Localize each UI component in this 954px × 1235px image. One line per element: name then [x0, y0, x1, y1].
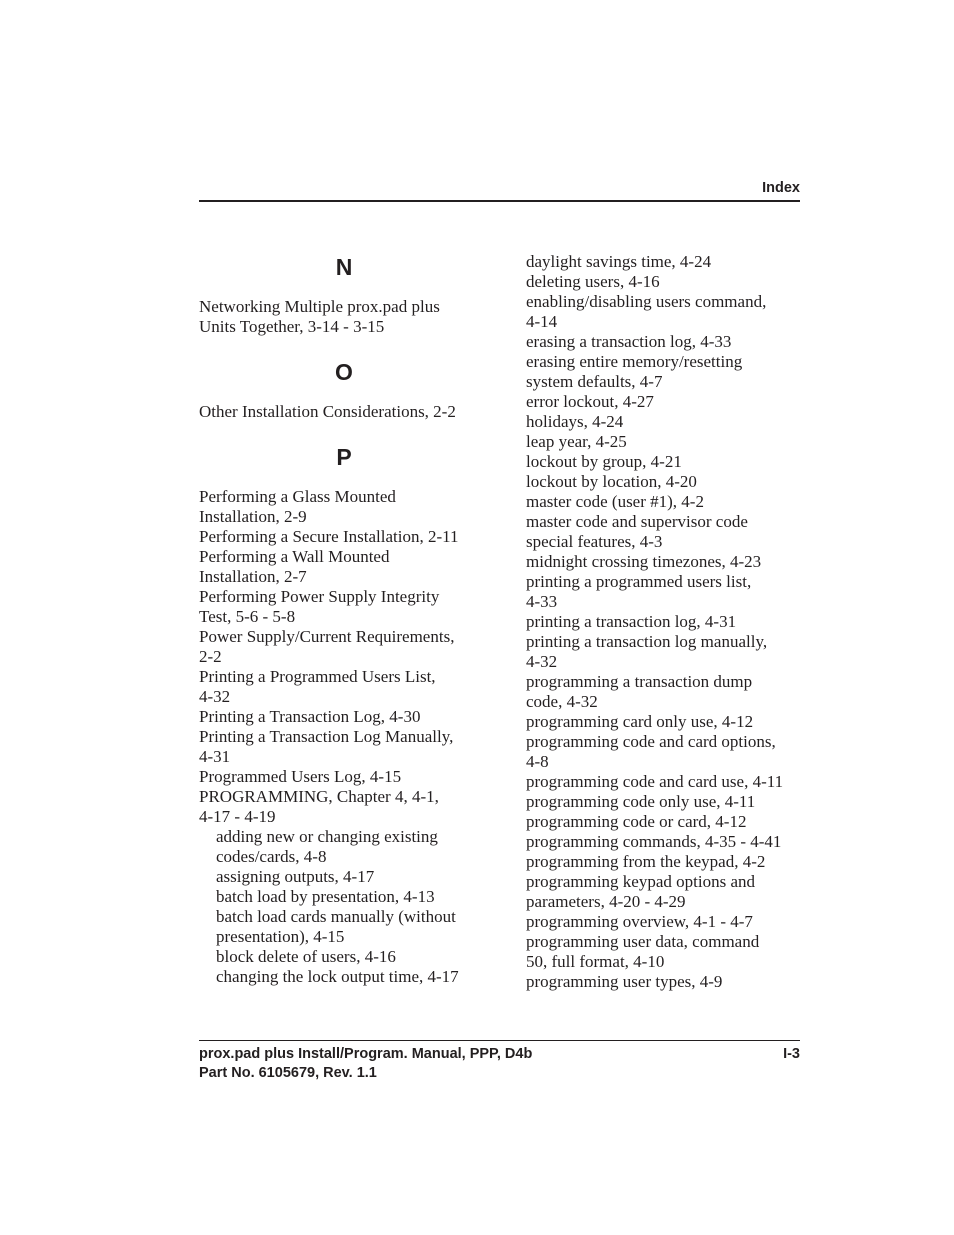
index-entry: [526, 412, 826, 432]
index-subentry: [199, 907, 499, 947]
index-entry-line: adding new or changing existing: [216, 827, 438, 846]
header-rule: [199, 200, 800, 202]
index-entry-line: master code (user #1), 4-2: [526, 492, 704, 511]
index-entry-line: Performing a Wall Mounted: [199, 547, 390, 566]
index-entry: [199, 707, 499, 727]
index-entry-line: 50, full format, 4-10: [526, 952, 665, 971]
index-entry-line: special features, 4-3: [526, 532, 663, 551]
index-entry-line: 4-17 - 4-19: [199, 807, 276, 826]
index-entry-line: Printing a Programmed Users List,: [199, 667, 436, 686]
index-entry: [526, 272, 826, 292]
index-entry-line: block delete of users, 4-16: [216, 947, 396, 966]
index-entry-line: Performing Power Supply Integrity: [199, 587, 440, 606]
index-entry-line: changing the lock output time, 4-17: [216, 967, 459, 986]
index-subentry: [199, 887, 499, 907]
index-entry-line: programming commands, 4-35 - 4-41: [526, 832, 782, 851]
index-entry: [526, 252, 826, 272]
index-entry-line: midnight crossing timezones, 4-23: [526, 552, 762, 571]
index-entry-line: Installation, 2-7: [199, 567, 307, 586]
page-number: I-3: [783, 1046, 800, 1062]
index-entry-line: 4-32: [199, 687, 231, 706]
index-entry-line: codes/cards, 4-8: [216, 847, 327, 866]
index-entry-line: Printing a Transaction Log, 4-30: [199, 707, 421, 726]
index-entry-line: programming from the keypad, 4-2: [526, 852, 766, 871]
index-entry-line: programming keypad options and: [526, 872, 755, 891]
section-letter: N: [335, 254, 353, 280]
index-entry-line: programming overview, 4-1 - 4-7: [526, 912, 753, 931]
index-entry: [199, 402, 499, 422]
index-section-o: [199, 357, 499, 422]
footer-part-number: Part No. 6105679, Rev. 1.1: [199, 1065, 377, 1081]
index-entry-line: printing a transaction log manually,: [526, 632, 768, 651]
index-subentry: [199, 827, 499, 867]
index-entry: [526, 352, 826, 392]
footer-manual-title: prox.pad plus Install/Program. Manual, PPP, D4b: [199, 1046, 533, 1062]
index-entry-line: programming user data, command: [526, 932, 760, 951]
index-entry-line: lockout by group, 4-21: [526, 452, 682, 471]
index-entry-line: 4-32: [526, 652, 558, 671]
index-entry-line: daylight savings time, 4-24: [526, 252, 712, 271]
index-entry: [526, 452, 826, 472]
index-entry: [199, 587, 499, 627]
index-entry-line: error lockout, 4-27: [526, 392, 654, 411]
index-entry-line: Installation, 2-9: [199, 507, 307, 526]
index-entry-line: lockout by location, 4-20: [526, 472, 697, 491]
index-entry: [526, 492, 826, 512]
index-entry: [199, 727, 499, 767]
index-entry-line: erasing entire memory/resetting: [526, 352, 743, 371]
index-entry-line: 4-8: [526, 752, 549, 771]
index-entry: [526, 572, 826, 612]
index-entry-line: batch load cards manually (without: [216, 907, 456, 926]
index-subentry: [199, 947, 499, 967]
index-entry-line: 4-14: [526, 312, 558, 331]
index-entry: [199, 627, 499, 667]
index-entry: [526, 552, 826, 572]
index-entry: [199, 487, 499, 527]
index-entry: [526, 632, 826, 672]
index-entry: [526, 872, 826, 912]
index-entry: [199, 297, 499, 337]
index-entry-line: Units Together, 3-14 - 3-15: [199, 317, 385, 336]
index-entry: [526, 712, 826, 732]
index-entry-line: printing a programmed users list,: [526, 572, 752, 591]
index-entry-line: programming code and card options,: [526, 732, 776, 751]
index-entry-line: Power Supply/Current Requirements,: [199, 627, 455, 646]
index-entry-line: parameters, 4-20 - 4-29: [526, 892, 686, 911]
index-entry: [526, 392, 826, 412]
index-entry-line: Performing a Secure Installation, 2-11: [199, 527, 459, 546]
index-subentry: [199, 867, 499, 887]
index-entry: [526, 792, 826, 812]
index-entry-line: programming card only use, 4-12: [526, 712, 754, 731]
index-entry-line: programming code only use, 4-11: [526, 792, 756, 811]
page-footer: [199, 1045, 800, 1083]
index-entry-line: deleting users, 4-16: [526, 272, 660, 291]
index-entry-line: programming user types, 4-9: [526, 972, 723, 991]
index-entry-line: Programmed Users Log, 4-15: [199, 767, 402, 786]
index-entry-line: assigning outputs, 4-17: [216, 867, 375, 886]
index-entry-line: master code and supervisor code: [526, 512, 748, 531]
index-entry: [526, 612, 826, 632]
index-entry-line: batch load by presentation, 4-13: [216, 887, 435, 906]
index-entry-line: erasing a transaction log, 4-33: [526, 332, 732, 351]
index-entry-line: printing a transaction log, 4-31: [526, 612, 737, 631]
index-section-n: [199, 252, 499, 337]
index-entry-line: system defaults, 4-7: [526, 372, 663, 391]
index-entry: [526, 912, 826, 932]
index-entry-line: Printing a Transaction Log Manually,: [199, 727, 454, 746]
index-entry-line: code, 4-32: [526, 692, 598, 711]
index-entry: [199, 547, 499, 587]
index-right-column: [526, 252, 826, 992]
index-entry: [526, 332, 826, 352]
index-entry-line: PROGRAMMING, Chapter 4, 4-1,: [199, 787, 439, 806]
index-entry-line: 4-31: [199, 747, 231, 766]
index-entry: [526, 972, 826, 992]
index-entry: [526, 672, 826, 712]
index-entry: [199, 767, 499, 787]
index-entry-line: programming a transaction dump: [526, 672, 753, 691]
index-section-p: [199, 442, 499, 987]
index-entry: [526, 512, 826, 552]
index-entry: [526, 292, 826, 332]
index-entry: [199, 787, 499, 827]
index-entry-line: programming code or card, 4-12: [526, 812, 747, 831]
index-entry-line: Performing a Glass Mounted: [199, 487, 396, 506]
index-entry: [526, 772, 826, 792]
footer-rule: [199, 1040, 800, 1041]
index-entry-line: programming code and card use, 4-11: [526, 772, 784, 791]
section-letter: P: [336, 444, 352, 470]
running-header: Index: [762, 180, 800, 196]
index-entry-line: leap year, 4-25: [526, 432, 627, 451]
index-entry: [526, 732, 826, 772]
index-entry-line: enabling/disabling users command,: [526, 292, 767, 311]
index-entry: [526, 432, 826, 452]
index-entry: [526, 832, 826, 852]
index-entry-line: presentation), 4-15: [216, 927, 345, 946]
index-entry-line: Networking Multiple prox.pad plus: [199, 297, 440, 316]
index-left-column: [199, 252, 499, 987]
section-letter: O: [335, 359, 353, 385]
index-entry-line: holidays, 4-24: [526, 412, 624, 431]
index-entry-line: 4-33: [526, 592, 558, 611]
index-entry-line: Other Installation Considerations, 2-2: [199, 402, 456, 421]
index-entry-line: Test, 5-6 - 5-8: [199, 607, 296, 626]
index-subentry: [199, 967, 499, 987]
index-entry: [526, 812, 826, 832]
index-entry: [199, 667, 499, 707]
index-entry-line: 2-2: [199, 647, 222, 666]
index-entry: [526, 932, 826, 972]
index-entry: [199, 527, 499, 547]
index-entry: [526, 472, 826, 492]
index-entry: [526, 852, 826, 872]
